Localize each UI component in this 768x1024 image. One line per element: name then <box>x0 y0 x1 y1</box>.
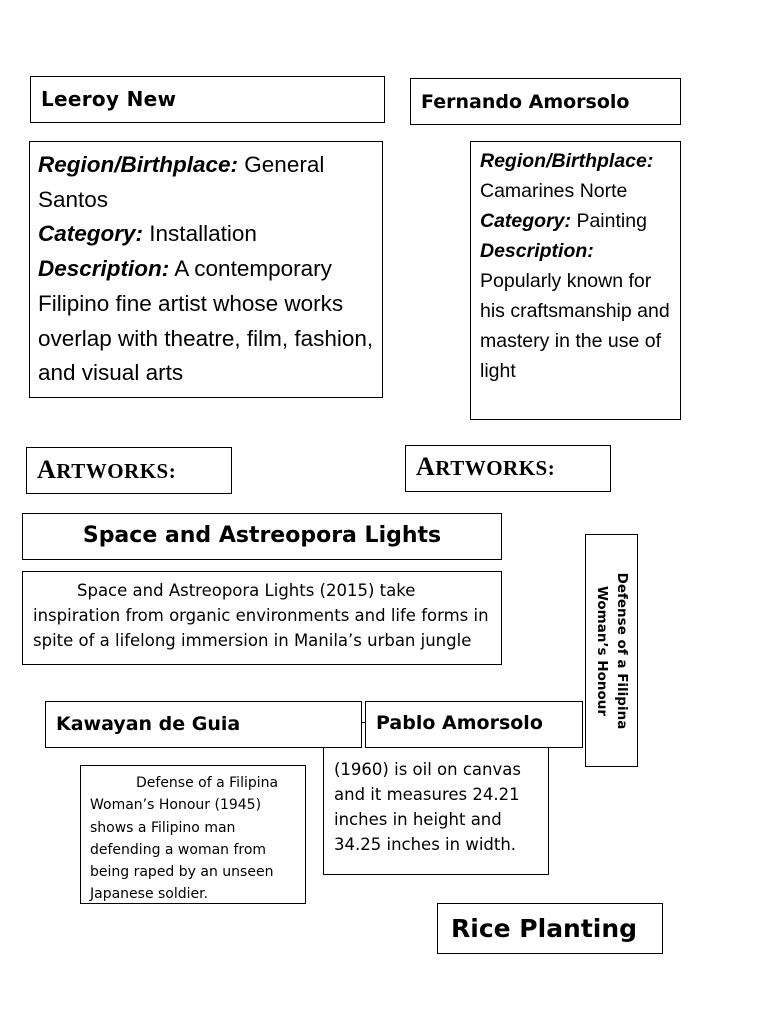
kawayan-description-box <box>80 765 306 904</box>
pablo-name: Pablo Amorsolo <box>376 712 543 734</box>
kawayan-name: Kawayan de Guia <box>56 713 241 735</box>
fernando-description-value: Popularly known for his craftsmanship and mastery in the use of light <box>480 270 670 382</box>
pablo-name-box <box>365 701 583 748</box>
fernando-category-label: Category: <box>480 210 572 232</box>
leeroy-description-value: A contemporary Filipino fine artist whose works overlap with theatre, film, fashion, and visual arts <box>38 256 374 386</box>
fernando-region-label: Region/Birthplace: <box>480 150 654 172</box>
space-title-box <box>22 513 502 560</box>
artworks-heading-rest: RTWORKS: <box>56 459 177 483</box>
space-description: Space and Astreopora Lights (2015) take inspiration from organic environments and life forms in spite of a lifelong immersion in Manila’s urban jungle <box>33 581 489 650</box>
artworks-heading-right <box>405 445 611 492</box>
fernando-name: Fernando Amorsolo <box>421 91 630 113</box>
space-title: Space and Astreopora Lights <box>82 523 442 548</box>
kawayan-description: Defense of a Filipina Woman’s Honour (1945) shows a Filipino man defending a woman from being raped by an unseen Japanese soldier. <box>90 775 279 903</box>
leeroy-info-box <box>29 141 383 398</box>
vertical-title: Defense of a Filipina Woman’s Honour <box>593 572 630 729</box>
leeroy-region-label: Region/Birthplace: <box>38 152 239 177</box>
artworks-heading-left <box>26 447 232 494</box>
space-description-box <box>22 571 502 665</box>
fernando-name-box <box>410 78 681 125</box>
kawayan-name-box <box>45 701 362 748</box>
pablo-description: (1960) is oil on canvas and it measures 24.21 inches in height and 34.25 inches in width. <box>334 760 521 854</box>
vertical-title-box <box>585 534 638 767</box>
artworks-heading-rest: RTWORKS: <box>435 456 556 480</box>
leeroy-name: Leeroy New <box>41 87 177 111</box>
leeroy-description-label: Description: <box>38 256 170 282</box>
leeroy-category-label: Category: <box>38 221 144 247</box>
leeroy-category-value: Installation <box>149 221 257 247</box>
rice-planting-box <box>437 903 663 954</box>
fernando-region-value: Camarines Norte <box>480 180 628 202</box>
rice-planting-title: Rice Planting <box>451 914 638 943</box>
fernando-description-label: Description: <box>480 240 594 262</box>
fernando-category-value: Painting <box>576 210 647 232</box>
artworks-heading-initial: A <box>416 452 436 481</box>
fernando-info-box <box>470 141 681 420</box>
leeroy-name-box <box>30 76 385 123</box>
leeroy-region-value: General Santos <box>38 152 325 212</box>
artworks-heading-initial: A <box>37 455 57 484</box>
